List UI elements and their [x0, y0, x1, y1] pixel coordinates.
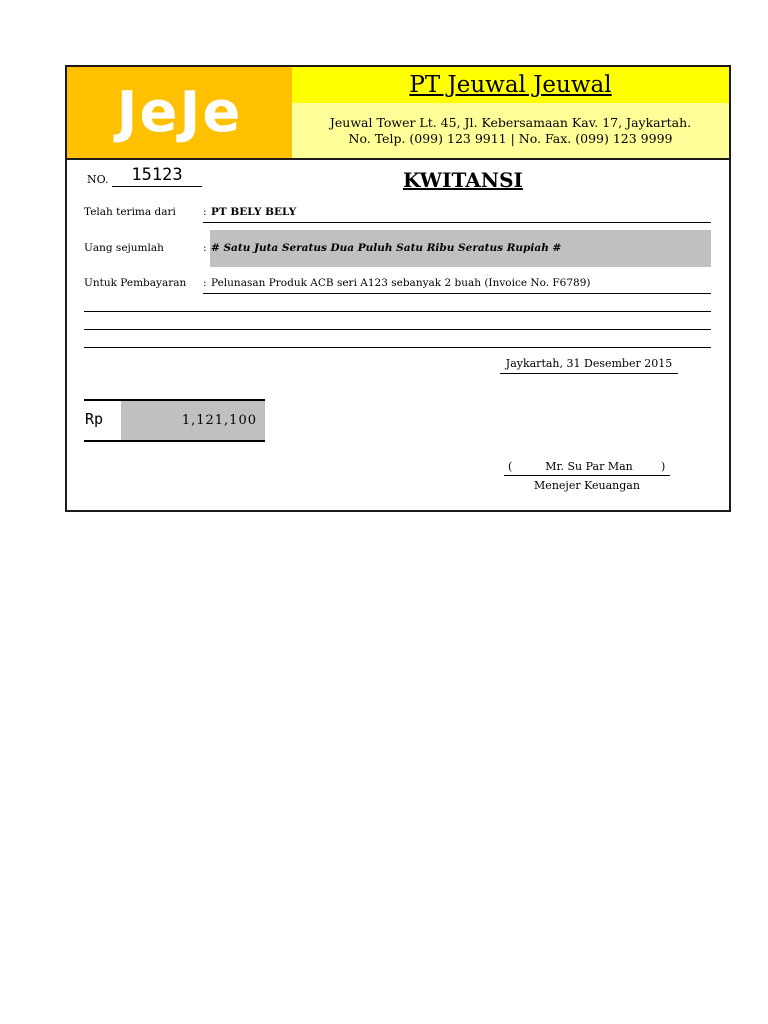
payment-for-colon: : [203, 277, 207, 289]
company-logo [67, 67, 292, 158]
amount-value: 1,121,100 [181, 413, 257, 428]
signer-close-paren: ) [661, 460, 666, 473]
document-title: KWITANSI [403, 168, 523, 192]
company-name: PT Jeuwal Jeuwal [409, 72, 612, 98]
company-header [292, 67, 729, 103]
blank-line [84, 329, 711, 330]
received-from-label: Telah terima dari [84, 206, 176, 218]
received-from-value: PT BELY BELY [211, 206, 297, 218]
company-contact: No. Telp. (099) 123 9911 | No. Fax. (099) 123 9999 [348, 130, 673, 146]
receipt-number: 15123 [112, 165, 202, 187]
payment-for-label: Untuk Pembayaran [84, 277, 187, 289]
company-info [292, 103, 729, 158]
header-divider [67, 158, 729, 160]
signer-open-paren: ( [508, 460, 513, 473]
receipt [65, 65, 731, 512]
amount-label: Uang sejumlah [84, 242, 164, 254]
company-address: Jeuwal Tower Lt. 45, Jl. Kebersamaan Kav. 17, Jaykartah. [329, 114, 692, 130]
amount-words: # Satu Juta Seratus Dua Puluh Satu Ribu Seratus Rupiah # [211, 242, 562, 254]
amount-colon: : [203, 242, 207, 254]
received-from-colon: : [203, 206, 207, 218]
signature-line [504, 475, 670, 476]
blank-line [84, 311, 711, 312]
payment-for-value: Pelunasan Produk ACB seri A123 sebanyak 2 buah (Invoice No. F6789) [211, 277, 591, 289]
signer-title: Menejer Keuangan [534, 479, 640, 492]
logo-text: JeJe [116, 80, 243, 145]
receipt-date: Jaykartah, 31 Desember 2015 [500, 357, 678, 374]
receipt-number-label: NO. [87, 173, 109, 186]
received-from-rule [203, 222, 711, 223]
amount-bottom-rule [84, 440, 265, 442]
signer-name: Mr. Su Par Man [545, 460, 633, 473]
amount-box [121, 401, 265, 440]
payment-for-rule [203, 293, 711, 294]
currency-label: Rp [85, 410, 104, 428]
blank-line [84, 347, 711, 348]
